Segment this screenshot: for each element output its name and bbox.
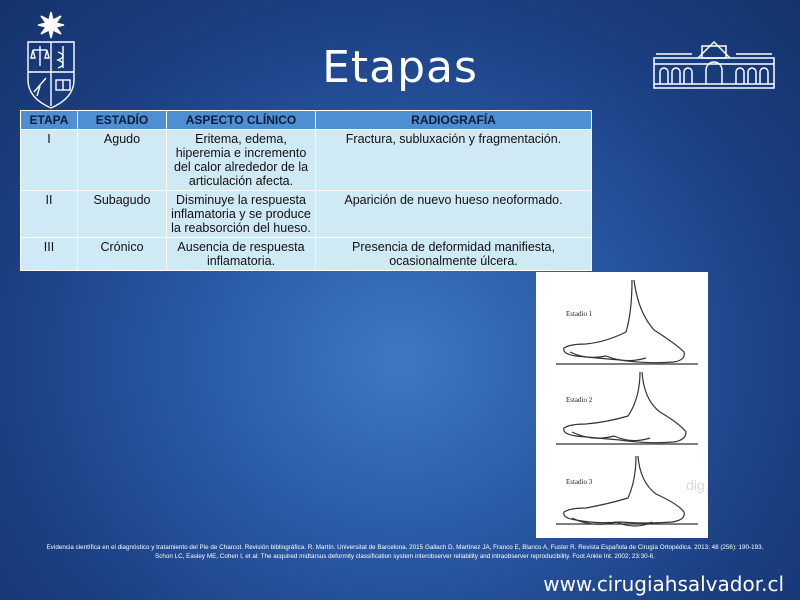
figure-watermark: dig: [686, 477, 705, 493]
cell-aspecto-clinico: Ausencia de respuesta inflamatoria.: [167, 238, 316, 271]
cell-etapa: I: [21, 130, 78, 191]
reference-line-1: Evidencia científica en el diagnóstico y tratamiento del Pie de Charcot. Revisión bibliográfica. R. Martín. Universitat de Barcelona. 2015 Gallach D, Martínez JA, Franco E, Blanco A, Fuster R. Revista Española de Cirugía Ortopédica. 2013; 48 (256): 190-193.: [46, 544, 764, 551]
star-icon: [38, 12, 64, 38]
cell-etapa: II: [21, 191, 78, 238]
figure-label-stage-2: Estadio 2: [566, 396, 593, 404]
cell-aspecto-clinico: Eritema, edema, hiperemia e incremento del calor alrededor de la articulación afecta.: [167, 130, 316, 191]
foot-stages-illustration: [536, 272, 708, 538]
column-header-aspecto-clinico: ASPECTO CLÍNICO: [167, 111, 316, 130]
column-header-radiografia: RADIOGRAFÍA: [316, 111, 592, 130]
cell-aspecto-clinico: Disminuye la respuesta inflamatoria y se produce la reabsorción del hueso.: [167, 191, 316, 238]
cell-estadio: Crónico: [78, 238, 167, 271]
foot-stage-2-drawing: [556, 372, 698, 444]
figure-label-stage-3: Estadio 3: [566, 478, 593, 486]
slide-title: Etapas: [322, 42, 478, 93]
table-header-row: [21, 111, 592, 130]
cell-radiografia: Presencia de deformidad manifiesta, ocasionalmente úlcera.: [316, 238, 592, 271]
table-row: [21, 191, 592, 238]
cell-estadio: Subagudo: [78, 191, 167, 238]
table-row: [21, 238, 592, 271]
footer-website-url: www.cirugiahsalvador.cl: [543, 572, 784, 596]
references-block: [40, 544, 770, 561]
figure-label-stage-1: Estadio 1: [566, 310, 593, 318]
table-row: [21, 130, 592, 191]
column-header-etapa: ETAPA: [21, 111, 78, 130]
foot-stage-3-drawing: [556, 456, 698, 526]
cell-radiografia: Aparición de nuevo hueso neoformado.: [316, 191, 592, 238]
column-header-estadio: ESTADÍO: [78, 111, 167, 130]
charcot-stages-table: [20, 110, 592, 271]
cell-radiografia: Fractura, subluxación y fragmentación.: [316, 130, 592, 191]
foot-stage-1-drawing: [556, 280, 698, 364]
cell-estadio: Agudo: [78, 130, 167, 191]
reference-line-2: Schon LC, Easley ME, Cohen I, et al: The acquired midtarsus deformity classification system interobserver reliability and intraobserver reproducibility. Foot Ankle Int. 2002; 23:30-6.: [155, 552, 655, 560]
cell-etapa: III: [21, 238, 78, 271]
